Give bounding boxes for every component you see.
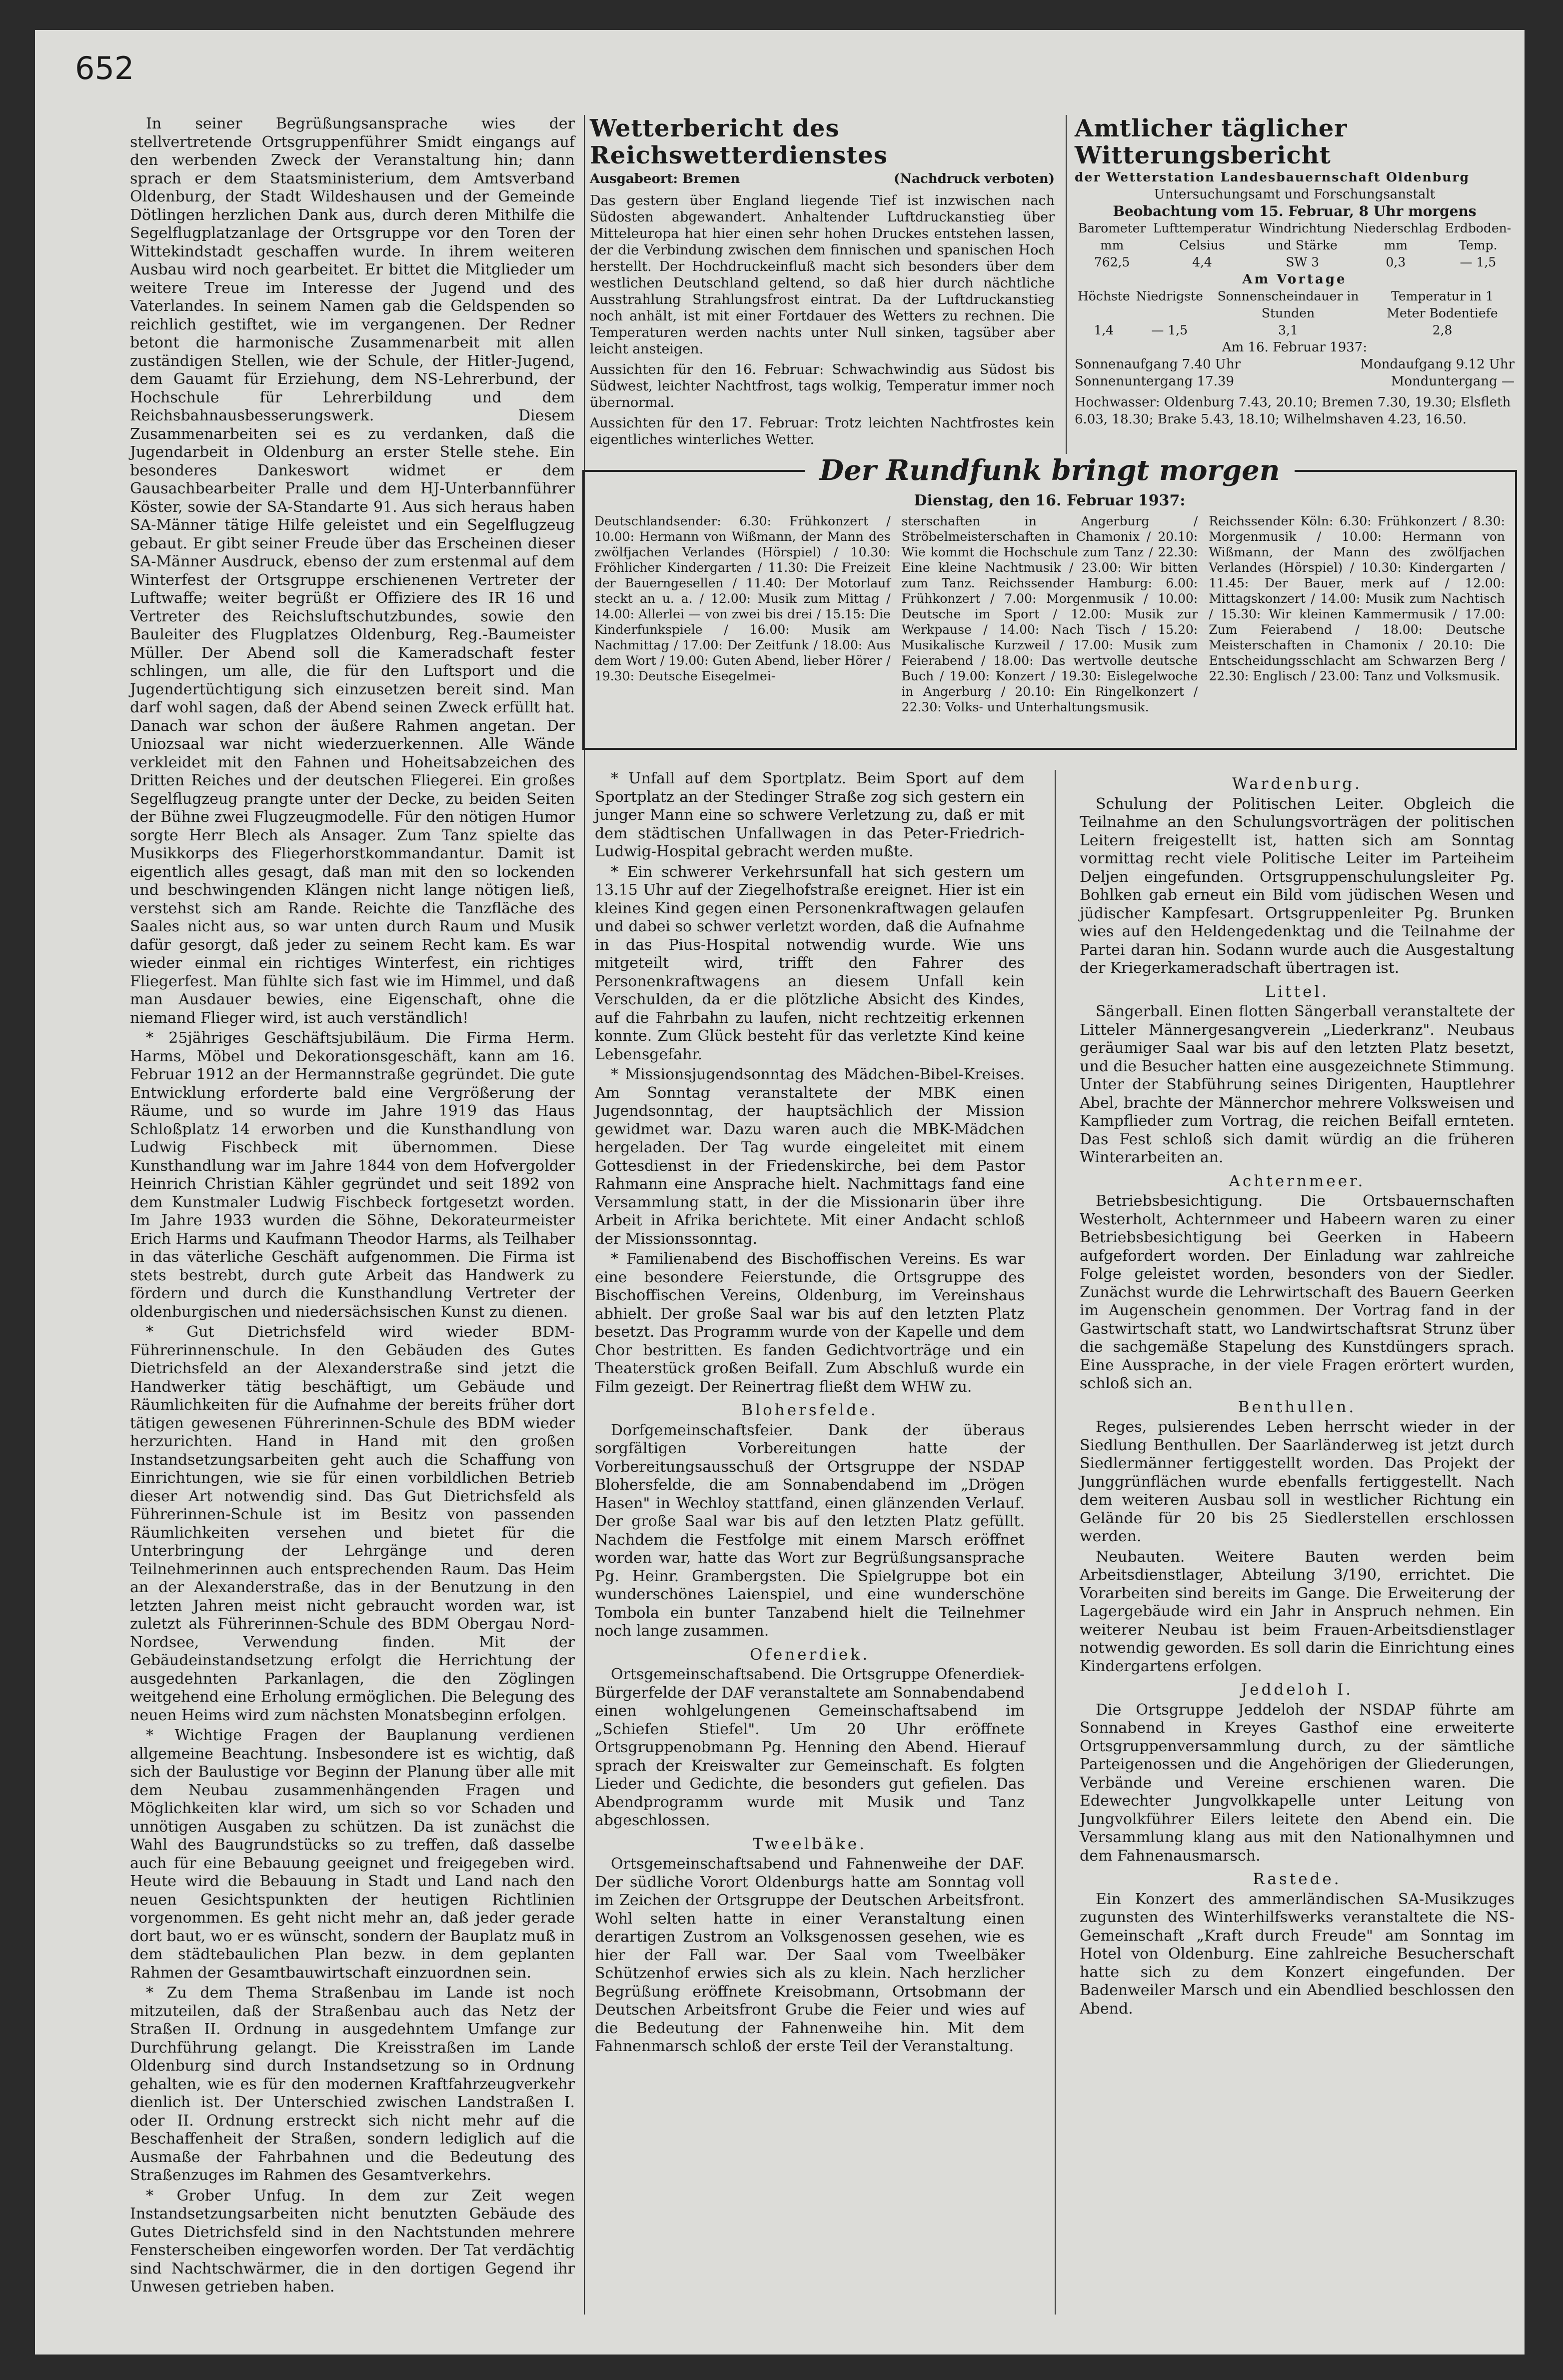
article-paragraph: * Familienabend des Bischoffischen Vereins. Es war eine besondere Feierstunde, die Ortsgruppe des Bischoffischen Vereins, Oldenburg, im Vereinshaus abhielt. Der große Saal war bis auf den letzten Platz besetzt. Das Programm wurde von der Kapelle und dem Chor bestritten. Es fanden Gedichtvorträge und ein Theaterstück großen Beifall. Zum Abschluß wurde ein Film gezeigt. Der Reinertrag fließt dem WHW zu.	[595, 1250, 1025, 1396]
article-paragraph: Ortsgemeinschaftsabend und Fahnenweihe der DAF. Der südliche Vorort Oldenburgs hatte am Sonntag voll im Zeichen der Ortsgruppe der Deutschen Arbeitsfront. Wohl selten hatte in einer Veranstaltung einen derartigen Zustrom an Volksgenossen gesehen, wie es hier der Fall war. Der Saal vom Tweelbäker Schützenhof erwies sich als zu klein. Nach herzlicher Begrüßung eröffnete Kreisobmann, Ortsobmann der Deutschen Arbeitsfront Grube die Feier und wies auf die Bedeutung der Fahnenweihe hin. Mit dem Fahnenmarsch schloß der erste Teil der Veranstaltung.	[595, 1855, 1025, 2055]
place-heading: Benthullen.	[1238, 1398, 1357, 1416]
middle-column	[595, 770, 1025, 2058]
column-divider	[1066, 115, 1067, 460]
weather-table-2	[1075, 288, 1515, 339]
table-header: Erdboden-Temp.	[1445, 221, 1512, 252]
article-paragraph: In seiner Begrüßungsansprache wies der stellvertretende Ortsgruppenführer Smidt eingangs auf den werbenden Zweck der Veranstaltung hin; dann sprach er dem Staatsministerium, dem Amtsverband Oldenburg, der Stadt Wildeshausen und der Gemeinde Dötlingen herzlichen Dank aus, durch deren Mithilfe die Segelflugplatzanlage der Ortsgruppe vor den Toren der Wittekindstadt geschaffen wurde. In ihrem weiteren Ausbau wird noch gearbeitet. Er bittet die Mitglieder um weitere Treue im Interesse der Jugend und des Vaterlandes. In seinem Namen gab die Geldspenden so reichlich gestiftet, wie im vergangenen. Der Redner betont die harmonische Zusammenarbeit mit allen zuständigen Stellen, wie der Schule, der Hitler-Jugend, dem Gauamt für Erziehung, dem NS-Lehrerbund, der Hochschule für Lehrerbildung und dem Reichsbahnausbesserungswerk. Diesem Zusammenarbeiten sei es zu verdanken, daß die Jugendarbeit in Oldenburg an erster Stelle stehe. Ein besonderes Dankeswort widmet er dem Gausachbearbeiter Pralle und dem HJ-Unterbannführer Köster, sowie der SA-Standarte 91. Aus sich heraus haben SA-Männer tätige Hilfe geleistet und ein Segelflugzeug gebaut. Er gibt seiner Freude über das Erscheinen dieser SA-Männer Ausdruck, ebenso der zum erstenmal auf dem Winterfest der Ortsgruppe erschienenen Vertreter der Luftwaffe; weiter begrüßt er Offiziere des IR 16 und Vertreter des Reichsluftschutzbundes, sowie den Bauleiter des Flugplatzes Oldenburg, Reg.-Baumeister Müller. Der Abend soll die Kameradschaft fester schlingen, um alle, die für den Luftsport und die Jugendertüchtigung sich einzusetzen bereit sind. Man darf wohl sagen, daß der Abend seinen Zweck erfüllt hat. Danach war schon der äußere Rahmen angetan. Der Uniozsaal war nicht wiederzuerkennen. Alle Wände verkleidet mit den Fahnen und Hoheitsabzeichen des Dritten Reiches und der deutschen Fliegerei. Ein großes Segelflugzeug prangte unter der Decke, zu beiden Seiten der Bühne zwei Flugzeugmodelle. Für den nötigen Humor sorgte Herr Blech als Ansager. Zum Tanz spielte das Musikkorps des Fliegerhorstkommandantur. Damit ist eigentlich alles gesagt, daß man mit den so lockenden und beschwingenden Klängen nicht lange nötigen ließ, verstehst sich am Rande. Reichte die Tanzfläche des Saales nicht aus, so war unten durch Raum und Musik dafür gesorgt, daß jeder zu seinem Recht kam. Es war wieder einmal ein richtiges Winterfest, ein richtiges Fliegerfest. Man fühlte sich fast wie im Himmel, und daß man Ausdauer bewies, eine Eigenschaft, ohne die niemand Flieger wird, ist auch verständlich!	[130, 115, 575, 1027]
article-paragraph: Die Ortsgruppe Jeddeloh der NSDAP führte am Sonnabend in Kreyes Gasthof eine erweiterte Ortsgruppenversammlung durch, zu der sämtliche Parteigenossen und die Angehörigen der Gliederungen, Verbände und Vereine erschienen waren. Die Edewechter Jungvolkkapelle unter Leitung von Jungvolkführer Eilers leitete den Abend ein. Die Versammlung klang aus mit den Nationalhymnen und dem Fahnenausmarsch.	[1080, 1701, 1515, 1865]
am-vortage: Am Vortage	[1242, 272, 1347, 287]
table-cell: — 1,5	[1460, 255, 1497, 269]
daily-weather-title: Amtlicher täglicher Witterungsbericht	[1075, 114, 1348, 169]
radio-program-box	[582, 454, 1517, 750]
table-header: Lufttemperatur Celsius	[1153, 221, 1252, 252]
table-cell: — 1,5	[1151, 323, 1188, 337]
date-line: Am 16. Februar 1937:	[1222, 340, 1368, 355]
moonset: Monduntergang —	[1391, 374, 1515, 389]
table-header: Temperatur in 1 Meter Bodentiefe	[1387, 289, 1498, 320]
right-column	[1080, 770, 1515, 2020]
radio-title: Der Rundfunk bringt morgen	[805, 454, 1295, 487]
radio-date: Dienstag, den 16. Februar 1937:	[914, 492, 1186, 509]
sunset: Sonnenuntergang 17.39	[1075, 374, 1235, 389]
place-heading: Tweelbäke.	[752, 1835, 867, 1853]
radio-column: Reichssender Köln: 6.30: Frühkonzert / 8.30: Morgenmusik / 10.00: Hermann von Wißmann, der Mann des zwölfjachen Verlandes (Hörspiel) / 10.30: Kindergarten / 11.45: Der Bauer, merk auf / 12.00: Mittagskonzert / 14.00: Musik zum Nachtisch / 15.30: Wir kleinen Kammermusik / 17.00: Zum Feierabend / 18.00: Deutsche Meisterschaften in Chamonix / 20.10: Die Entscheidungsschlacht am Schwarzen Berg / 22.30: Englisch / 23.00: Tanz und Volksmusik.	[1209, 514, 1506, 683]
daily-weather-subtitle: der Wetterstation Landesbauernschaft Oldenburg	[1075, 170, 1470, 184]
weather-report-text: Das gestern über England liegende Tief ist inzwischen nach Südosten abgewandert. Anhaltender Luftdruckanstieg über Mitteleuropa hat hier einen sehr hohen Druckes entstehen lassen, der die Verbindung zwischen dem finnischen und spanischen Hoch herstellt. Der Hochdruckeinfluß macht sich besonders über dem westlichen Deutschland geltend, so daß hier durch nächtliche Ausstrahlung Strahlungsfrost eintrat. Da der Luftdruckanstieg noch anhält, ist mit einer Fortdauer des Wetters zu rechnen. Die Temperaturen werden nachts unter Null sinken, tagsüber aber leicht ansteigen.	[590, 193, 1055, 357]
article-paragraph: Neubauten. Weitere Bauten werden beim Arbeitsdienstlager, Abteilung 3/190, errichtet. Die Vorarbeiten sind bereits im Gange. Die Erweiterung der Lagergebäude wird ein Jahr in Anspruch nehmen. Ein weiterer Neubau ist beim Frauen-Arbeitsdienstlager notwendig geworden. Es soll darin die Einrichtung eines Kindergartens erfolgen.	[1080, 1548, 1515, 1675]
moonrise: Mondaufgang 9.12 Uhr	[1360, 357, 1515, 372]
article-paragraph: * Wichtige Fragen der Bauplanung verdienen allgemeine Beachtung. Insbesondere ist es wichtig, daß sich der Baulustige vor Beginn der Planung über alle mit dem Neubau zusammenhängenden Fragen und Möglichkeiten klar wird, um sich so vor Schaden und unnötigen Ausgaben zu schützen. Da ist zunächst die Wahl des Baugrundstücks so zu treffen, daß dasselbe auch für eine Bebauung geeignet und freigegeben wird. Heute wird die Bebauung in Stadt und Land nach den neuen Gesichtspunkten der heutigen Richtlinien vorgenommen. Es geht nicht mehr an, daß jeder gerade dort baut, wo er es wünscht, sondern der Bauplatz muß in dem städtebaulichen Plan bezw. in dem geplanten Rahmen der Gesamtbauwirtschaft einzuordnen sein.	[130, 1727, 575, 1982]
left-column	[130, 115, 575, 2299]
article-paragraph: * Grober Unfug. In dem zur Zeit wegen Instandsetzungsarbeiten nicht benutzten Gebäude des Gutes Dietrichsfeld sind in den Nachtstunden mehrere Fensterscheiben eingeworfen worden. Der Tat verdächtig sind Nachtschwärmer, die in den dortigen Gegend ihr Unwesen getrieben haben.	[130, 2187, 575, 2296]
daily-weather-report	[1075, 115, 1515, 428]
place-heading: Blohersfelde.	[741, 1401, 878, 1419]
weather-report-title: Wetterbericht des Reichswetterdienstes	[590, 114, 888, 169]
article-paragraph: * Ein schwerer Verkehrsunfall hat sich gestern um 13.15 Uhr auf der Ziegelhofstraße ereignet. Hier ist ein kleines Kind gegen einen Personenkraftwagen gelaufen und dabei so schwer verletzt worden, daß die Aufnahme in das Pius-Hospital notwendig wurde. Wie uns mitgeteilt wird, trifft den Fahrer des Personenkraftwagens an diesem Unfall kein Verschulden, da er die plötzliche Absicht des Kindes, auf die Fahrbahn zu laufen, nicht rechtzeitig erkennen konnte. Zum Glück besteht für das verletzte Kind keine Lebensgefahr.	[595, 863, 1025, 1063]
table-cell: 1,4	[1094, 323, 1114, 337]
table-header: Niederschlag mm	[1353, 221, 1438, 252]
weather-report-note: (Nachdruck verboten)	[894, 171, 1055, 186]
place-heading: Wardenburg.	[1232, 775, 1362, 793]
observation-line: Beobachtung vom 15. Februar, 8 Uhr morgens	[1113, 203, 1477, 219]
radio-column: sterschaften in Angerburg / Ströbelmeisterschaften in Chamonix / 20.10: Wie kommt die Hochschule zum Tanz / 22.30: Eine kleine Nachtmusik / 23.00: Wir bitten zum Tanz. Reichssender Hamburg: 6.00: Frühkonzert / 7.00: Morgenmusik / 10.00: Deutsche im Sport / 12.00: Musik zur Werkpause / 14.00: Nach Tisch / 15.20: Musikalische Kurzweil / 17.00: Musik zum Feierabend / 18.00: Das wertvolle deutsche Buch / 19.00: Konzert / 19.30: Eislegelwoche in Angerburg / 20.10: Ein Ringelkonzert / 22.30: Volks- und Unterhaltungsmusik.	[901, 514, 1198, 714]
article-paragraph: * Gut Dietrichsfeld wird wieder BDM-Führerinnenschule. In den Gebäuden des Gutes Dietrichsfeld an der Alexanderstraße sind jetzt die Handwerker tätig beschäftigt, um Gebäude und Räumlichkeiten für die Aufnahme der bereits früher dort tätigen gewesenen Führerinnen-Schule des BDM wieder herzurichten. Hand in Hand mit den großen Instandsetzungsarbeiten geht auch die Schaffung von Einrichtungen, wie sie für einen vorbildlichen Betrieb dieser Art notwendig sind. Das Gut Dietrichsfeld als Führerinnen-Schule ist im Besitz von passenden Räumlichkeiten versehen und bietet für die Unterbringung der Lehrgänge und deren Teilnehmerinnen auch entsprechenden Raum. Das Heim an der Alexanderstraße, das in der Benutzung in den letzten Jahren meist nicht gebraucht worden war, ist zuletzt als Führerinnen-Schule des BDM Obergau Nord-Nordsee, Verwendung finden. Mit der Gebäudeinstandsetzung erfolgt die Herrichtung der ausgedehnten Parkanlagen, die den Zöglingen weitgehend eine Erholung ermöglichen. Die Belegung des neuen Heims wird zum nächsten Monatsbeginn erfolgen.	[130, 1323, 575, 1724]
table-header: Niedrigste	[1136, 289, 1203, 303]
article-paragraph: Dorfgemeinschaftsfeier. Dank der überaus sorgfältigen Vorbereitungen hatte der Vorbereitungsausschuß der Ortsgruppe der NSDAP Blohersfelde, die am Sonnabendabend im „Drögen Hasen" in Wechloy stattfand, einen glänzenden Verlauf. Der große Saal war bis auf den letzten Platz gefüllt. Nachdem die Festfolge mit einem Marsch eröffnet worden war, hatte das Wort zur Begrüßungsansprache Pg. Heinr. Grambergsten. Die Spielgruppe bot ein wunderschönes Laienspiel, und eine wunderschöne Tombola ein bunter Tanzabend hielt die Teilnehmer noch lange zusammen.	[595, 1421, 1025, 1640]
article-paragraph: Schulung der Politischen Leiter. Obgleich die Teilnahme an den Schulungsvorträgen der politischen Leitern freigestellt ist, hatten sich am Sonntag vormittag recht viele Politische Leiter im Parteiheim Deljen eingefunden. Ortsgruppenschulungsleiter Pg. Bohlken gab erneut ein Bild vom jüdischen Wesen und jüdischer Kampfesart. Ortsgruppenleiter Pg. Brunken wies auf den Heldengedenktag und die Teilnahme der Partei daran hin. Sodann wurde auch die Ausgestaltung der Kriegerkameradschaft übertragen ist.	[1080, 795, 1515, 977]
newspaper-page	[35, 30, 1525, 2355]
table-header: Sonnenscheindauer in Stunden	[1217, 289, 1359, 320]
weather-forecast-17: Aussichten für den 17. Februar: Trotz leichten Nachtfrostes kein eigentliches winterliches Wetter.	[590, 415, 1055, 447]
table-cell: 4,4	[1192, 255, 1212, 269]
weather-table	[1075, 220, 1515, 271]
weather-forecast-16: Aussichten für den 16. Februar: Schwachwindig aus Südost bis Südwest, leichter Nachtfrost, tags wolkig, Temperatur immer noch übernormal.	[590, 362, 1055, 410]
article-paragraph: Reges, pulsierendes Leben herrscht wieder in der Siedlung Benthullen. Der Saarländerweg ist jetzt durch Siedlermänner fertiggestellt worden. Das Projekt der Junggrünflächen wurde ebenfalls fertiggestellt. Nach dem weiteren Ausbau soll in westlicher Richtung ein Gelände für 20 bis 25 Siedlerstellen erschlossen werden.	[1080, 1418, 1515, 1545]
table-cell: SW 3	[1286, 255, 1320, 269]
daily-weather-subtitle2: Untersuchungsamt und Forschungsanstalt	[1154, 187, 1436, 202]
article-paragraph: Ein Konzert des ammerländischen SA-Musikzuges zugunsten des Winterhilfswerks veranstaltete die NS-Gemeinschaft „Kraft durch Freude" am Sonntag im Hotel von Oldenburg. Eine zahlreiche Besucherschaft hatte sich zu dem Konzert eingefunden. Der Badenweiler Marsch und ein Abendlied beschlossen den Abend.	[1080, 1890, 1515, 2018]
place-heading: Achternmeer.	[1229, 1172, 1366, 1190]
weather-report	[590, 115, 1055, 452]
weather-report-issued: Ausgabeort: Bremen	[590, 171, 740, 186]
table-header: Höchste	[1078, 289, 1130, 303]
place-heading: Littel.	[1265, 982, 1330, 1001]
radio-column: Deutschlandsender: 6.30: Frühkonzert / 10.00: Hermann von Wißmann, der Mann des zwölfjachen Verlandes (Hörspiel) / 10.30: Fröhlicher Kindergarten / 11.30: Die Freizeit der Bauerngesellen / 11.40: Der Motorlauf steckt an u. a. / 12.00: Musik zum Mittag / 14.00: Allerlei — von zwei bis drei / 15.15: Die Kinderfunkspiele / 16.00: Musik am Nachmittag / 17.00: Der Zeitfunk / 18.00: Aus dem Wort / 19.00: Guten Abend, lieber Hörer / 19.30: Deutsche Eisegelmei-	[594, 514, 891, 683]
place-heading: Rastede.	[1253, 1870, 1342, 1888]
table-cell: 2,8	[1432, 323, 1453, 337]
article-paragraph: * 25jähriges Geschäftsjubiläum. Die Firma Herm. Harms, Möbel und Dekorationsgeschäft, kann am 16. Februar 1912 an der Hermannstraße gegründet. Die gute Entwicklung erforderte bald eine Vergrößerung der Räume, und so wurde im Jahre 1919 das Haus Schloßplatz 14 erworben und die Kunsthandlung von Ludwig Fischbeck mit übernommen. Diese Kunsthandlung war im Jahre 1844 von dem Hofvergolder Heinrich Christian Kähler gegründet und seit 1892 von dem Kunstmaler Ludwig Fischbeck fortgesetzt worden. Im Jahre 1933 wurden die Söhne, Dekorateurmeister Erich Harms und Kaufmann Theodor Harms, als Teilhaber in das väterliche Geschäft aufgenommen. Die Firma ist stets bestrebt, durch gute Arbeit das Handwerk zu fördern und durch die Kunsthandlung Vertreter der oldenburgischen und niedersächsischen Kunst zu dienen.	[130, 1029, 575, 1321]
tides: Hochwasser: Oldenburg 7.43, 20.10; Bremen 7.30, 19.30; Elsfleth 6.03, 18.30; Brake 5.43, 18.10; Wilhelmshaven 4.23, 16.50.	[1075, 395, 1511, 427]
place-heading: Ofenerdiek.	[749, 1645, 870, 1664]
table-header: Barometer mm	[1078, 221, 1146, 252]
column-divider	[584, 115, 585, 2315]
article-paragraph: Sängerball. Einen flotten Sängerball veranstaltete der Litteler Männergesangverein „Liederkranz". Neubaus geräumiger Saal war bis auf den letzten Platz besetzt, und die Besucher hatten eine ausgezeichnete Stimmung. Unter der Stabführung seines Dirigenten, Hauptlehrer Abel, brachte der Männerchor mehrere Volksweisen und Kampflieder zum Vortrag, die reichen Beifall ernteten. Das Fest schloß sich damit würdig an die früheren Winterarbeiten an.	[1080, 1003, 1515, 1166]
article-paragraph: Ortsgemeinschaftsabend. Die Ortsgruppe Ofenerdiek-Bürgerfelde der DAF veranstaltete am Sonnabendabend einen wohlgelungenen Gemeinschaftsabend im „Schiefen Stiefel". Um 20 Uhr eröffnete Ortsgruppenobmann Pg. Henning den Abend. Hierauf sprach der Kreiswalter zur Gemeinschaft. Es folgten Lieder und Gedichte, die besonders gut gefielen. Das Abendprogramm wurde mit Musik und Tanz abgeschlossen.	[595, 1666, 1025, 1829]
article-paragraph: Betriebsbesichtigung. Die Ortsbauernschaften Westerholt, Achternmeer und Habeern waren zu einer Betriebsbesichtigung bei Geerken in Habeern aufgefordert worden. Der Einladung war zahlreiche Folge geleistet worden, besonders von der Siedler. Zunächst wurde die Lehrwirtschaft des Bauern Geerken im Augenschein genommen. Der Vortrag fand in der Gastwirtschaft statt, wo Landwirtschaftsrat Strunz über die sachgemäße Stapelung des Kunstdüngers sprach. Eine Aussprache, in der viele Fragen erörtert wurden, schloß sich an.	[1080, 1192, 1515, 1392]
article-paragraph: * Zu dem Thema Straßenbau im Lande ist noch mitzuteilen, daß der Straßenbau auch das Netz der Straßen II. Ordnung in ausgedehntem Umfange zur Durchführung gelangt. Die Kreisstraßen im Lande Oldenburg sind durch Instandsetzung so in Ordnung gehalten, wie es für den modernen Kraftfahrzeugverkehr dienlich ist. Der Unterschied zwischen Landstraßen I. oder II. Ordnung erstreckt sich nicht mehr auf die Beschaffenheit der Straßen, sondern lediglich auf die Ausmaße der Fahrbahnen und die Bedeutung des Straßenzuges im Rahmen des Gesamtverkehrs.	[130, 1984, 575, 2184]
table-cell: 0,3	[1386, 255, 1406, 269]
table-cell: 3,1	[1278, 323, 1298, 337]
table-cell: 762,5	[1094, 255, 1130, 269]
page-number: 652	[75, 50, 134, 86]
place-heading: Jeddeloh I.	[1241, 1681, 1354, 1699]
table-header: Windrichtung und Stärke	[1259, 221, 1346, 252]
article-paragraph: * Missionsjugendsonntag des Mädchen-Bibel-Kreises. Am Sonntag veranstaltete der MBK einen Jugendsonntag, der hauptsächlich der Mission gewidmet war. Dazu waren auch die MBK-Mädchen hergeladen. Der Tag wurde eingeleitet mit einem Gottesdienst in der Friedenskirche, bei dem Pastor Rahmann eine Ansprache hielt. Nachmittags fand eine Versammlung statt, in der die Missionarin über ihre Arbeit in Afrika berichtete. Mit einer Andacht schloß der Missionssonntag.	[595, 1066, 1025, 1248]
article-paragraph: * Unfall auf dem Sportplatz. Beim Sport auf dem Sportplatz an der Stedinger Straße zog sich gestern ein junger Mann eine so schwere Verletzung zu, daß er mit dem städtischen Unfallwagen in das Peter-Friedrich-Ludwig-Hospital gebracht werden mußte.	[595, 770, 1025, 860]
column-divider	[1055, 770, 1056, 2315]
sunrise: Sonnenaufgang 7.40 Uhr	[1075, 357, 1241, 372]
